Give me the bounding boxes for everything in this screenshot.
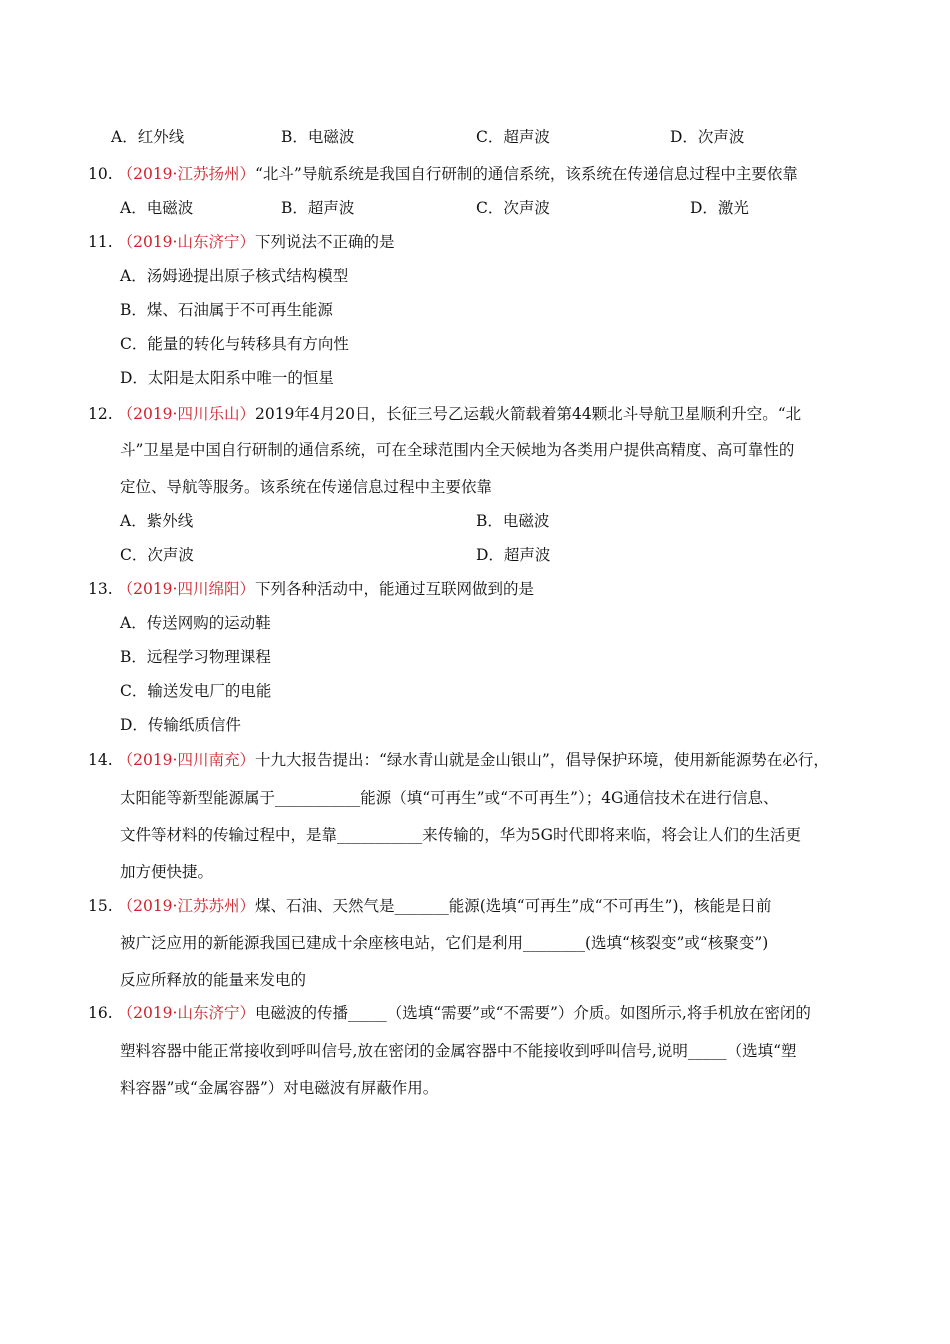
q10-number: 10. (88, 165, 113, 183)
q10-option-a: A．电磁波 (120, 199, 194, 217)
q14-text-line4: 加方便快捷。 (120, 863, 214, 881)
q12-text-line2: 斗”卫星是中国自行研制的通信系统，可在全球范围内全天候地为各类用户提供高精度、高可靠性的 (120, 441, 795, 459)
q14-stem-line1 (88, 750, 829, 770)
q12-source: （2019·四川乐山） (117, 405, 255, 423)
q16-stem-line1 (88, 1003, 811, 1023)
q12-option-a: A．紫外线 (120, 512, 194, 530)
q9-option-a: A．红外线 (111, 128, 185, 146)
q14-number: 14. (88, 751, 113, 769)
q12-option-d: D．超声波 (476, 546, 551, 564)
q14-text-line2: 太阳能等新型能源属于___________能源（填“可再生”或“不可再生”）；4G通信技术在进行信息、 (120, 789, 779, 807)
q14-text-line1: 十九大报告提出：“绿水青山就是金山银山”，倡导保护环境，使用新能源势在必行， (254, 751, 829, 769)
q10-option-c: C．次声波 (476, 199, 550, 217)
q13-number: 13. (88, 580, 113, 598)
q13-text: 下列各种活动中，能通过互联网做到的是 (254, 580, 534, 598)
q16-text-line3: 料容器”或“金属容器”）对电磁波有屏蔽作用。 (120, 1079, 439, 1097)
q11-source: （2019·山东济宁） (117, 233, 255, 251)
q10-option-d: D．激光 (690, 199, 749, 217)
q15-number: 15. (88, 897, 113, 915)
q13-option-c: C．输送发电厂的电能 (120, 682, 272, 700)
q12-text-line3: 定位、导航等服务。该系统在传递信息过程中主要依靠 (120, 478, 493, 496)
q16-text-line1: 电磁波的传播_____（选填“需要”或“不需要”）介质。如图所示,将手机放在密闭的 (254, 1004, 811, 1022)
q14-text-line3: 文件等材料的传输过程中，是靠___________来传输的，华为5G时代即将来临，将会让人们的生活更 (120, 826, 801, 844)
q12-option-b: B．电磁波 (476, 512, 550, 530)
q11-option-a: A．汤姆逊提出原子核式结构模型 (120, 267, 349, 285)
q13-option-d: D．传输纸质信件 (120, 716, 241, 734)
q14-source: （2019·四川南充） (117, 751, 255, 769)
q11-option-b: B．煤、石油属于不可再生能源 (120, 301, 333, 319)
q13-source: （2019·四川绵阳） (117, 580, 255, 598)
q11-stem (88, 232, 394, 252)
q9-option-d: D．次声波 (670, 128, 745, 146)
q15-text-line1: 煤、石油、天然气是_______能源(选填“可再生”成“不可再生”)，核能是日前 (254, 897, 772, 915)
q16-number: 16. (88, 1004, 113, 1022)
q16-source: （2019·山东济宁） (117, 1004, 255, 1022)
q16-text-line2: 塑料容器中能正常接收到呼叫信号,放在密闭的金属容器中不能接收到呼叫信号,说明_____（选填“塑 (120, 1042, 797, 1060)
q13-stem (88, 579, 534, 599)
q15-source: （2019·江苏苏州） (117, 897, 255, 915)
q10-text: “北斗”导航系统是我国自行研制的通信系统，该系统在传递信息过程中主要依靠 (254, 165, 798, 183)
q12-number: 12. (88, 405, 113, 423)
q13-option-b: B．远程学习物理课程 (120, 648, 271, 666)
q12-stem-line1 (88, 404, 801, 424)
q15-stem-line1 (88, 896, 772, 916)
q10-option-b: B．超声波 (281, 199, 355, 217)
q10-stem (88, 164, 798, 184)
q12-option-c: C．次声波 (120, 546, 194, 564)
q15-text-line3: 反应所释放的能量来发电的 (120, 971, 307, 989)
q13-option-a: A．传送网购的运动鞋 (120, 614, 271, 632)
q10-source: （2019·江苏扬州） (117, 165, 255, 183)
q11-option-c: C．能量的转化与转移具有方向性 (120, 335, 349, 353)
q12-text-line1: 2019年4月20日，长征三号乙运载火箭载着第44颗北斗导航卫星顺利升空。“北 (254, 405, 802, 423)
q11-number: 11. (88, 233, 113, 251)
q11-option-d: D．太阳是太阳系中唯一的恒星 (120, 369, 334, 387)
q9-option-c: C．超声波 (476, 128, 550, 146)
q11-text: 下列说法不正确的是 (254, 233, 395, 251)
q9-option-b: B．电磁波 (281, 128, 355, 146)
q15-text-line2: 被广泛应用的新能源我国已建成十余座核电站，它们是利用________(选填“核裂变”或“核聚变”) (120, 934, 769, 952)
